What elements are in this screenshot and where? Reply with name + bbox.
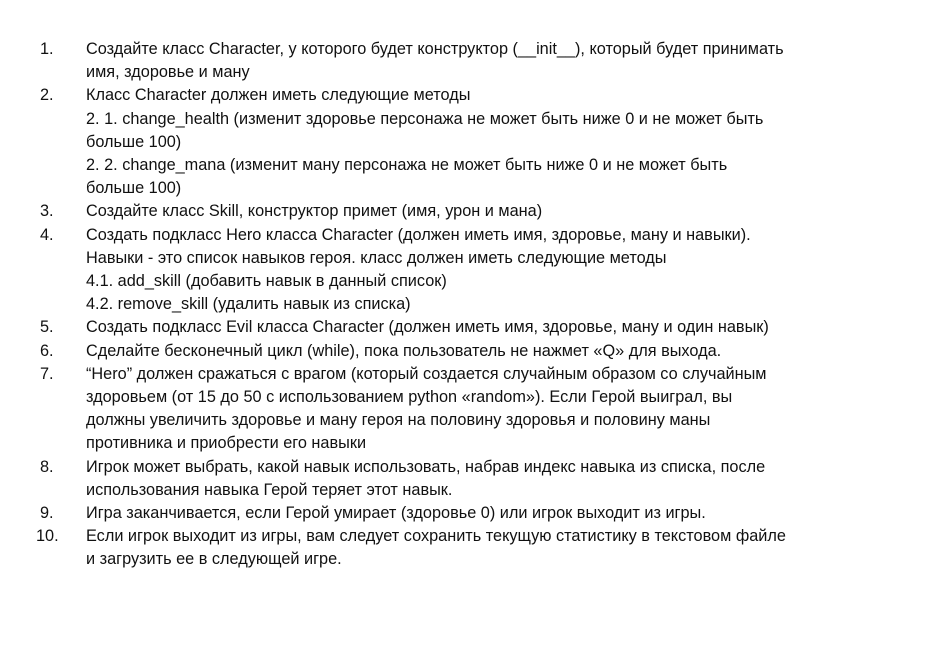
list-item-1: [0, 38, 935, 84]
item-line: имя, здоровье и ману: [86, 63, 250, 82]
item-number: 6.: [40, 341, 54, 360]
item-number: 9.: [40, 504, 54, 523]
item-line: Навыки - это список навыков героя. класс должен иметь следующие методы: [86, 248, 667, 267]
item-line: должны увеличить здоровье и ману героя на половину здоровья и половину маны: [86, 411, 711, 430]
item-number: 2.: [40, 86, 54, 105]
sub-item-line: 4.2. remove_skill (удалить навык из списка): [86, 295, 411, 314]
sub-item-line: 2. 1. change_health (изменит здоровье персонажа не может быть ниже 0 и не может быть: [86, 109, 764, 128]
item-number: 7.: [40, 364, 54, 383]
list-item-10: [0, 525, 935, 571]
item-number: 3.: [40, 202, 54, 221]
list-item-4: [0, 224, 935, 317]
item-number: 10.: [36, 527, 59, 546]
sub-item-line: больше 100): [86, 132, 182, 151]
list-item-8: [0, 456, 935, 502]
item-line: Создать подкласс Evil класса Character (должен иметь имя, здоровье, ману и один навык): [86, 318, 769, 337]
sub-item-line: 4.1. add_skill (добавить навык в данный список): [86, 272, 447, 291]
list-item-6: [0, 340, 935, 363]
list-item-7: [0, 363, 935, 456]
item-line: Создайте класс Skill, конструктор примет (имя, урон и мана): [86, 202, 543, 221]
item-line: противника и приобрести его навыки: [86, 434, 367, 453]
list-item-5: [0, 316, 935, 339]
list-item-2: [0, 84, 935, 200]
item-line: “Hero” должен сражаться с врагом (который создается случайным образом со случайным: [86, 364, 767, 383]
item-line: и загрузить ее в следующей игре.: [86, 550, 342, 569]
sub-item-line: 2. 2. change_mana (изменит ману персонажа не может быть ниже 0 и не может быть: [86, 156, 728, 175]
list-item-3: [0, 200, 935, 223]
item-number: 1.: [40, 40, 54, 58]
item-line: Если игрок выходит из игры, вам следует сохранить текущую статистику в текстовом файле: [86, 527, 786, 546]
item-line: Игра заканчивается, если Герой умирает (здоровье 0) или игрок выходит из игры.: [86, 504, 706, 523]
item-line: Игрок может выбрать, какой навык использовать, набрав индекс навыка из списка, после: [86, 457, 766, 476]
item-number: 8.: [40, 457, 54, 476]
item-line: Создать подкласс Hero класса Character (должен иметь имя, здоровье, ману и навыки).: [86, 225, 751, 244]
sub-item-line: больше 100): [86, 179, 182, 198]
list-item-9: [0, 502, 935, 525]
task-list: [0, 38, 935, 572]
item-line: использования навыка Герой теряет этот навык.: [86, 480, 453, 499]
item-line: Сделайте бесконечный цикл (while), пока пользователь не нажмет «Q» для выхода.: [86, 341, 722, 360]
item-line: Создайте класс Character, у которого будет конструктор (__init__), который будет принимать: [86, 40, 784, 58]
item-line: здоровьем (от 15 до 50 с использованием python «random»). Если Герой выиграл, вы: [86, 388, 733, 407]
item-number: 5.: [40, 318, 54, 337]
item-line: Класс Character должен иметь следующие методы: [86, 86, 471, 105]
item-number: 4.: [40, 225, 54, 244]
